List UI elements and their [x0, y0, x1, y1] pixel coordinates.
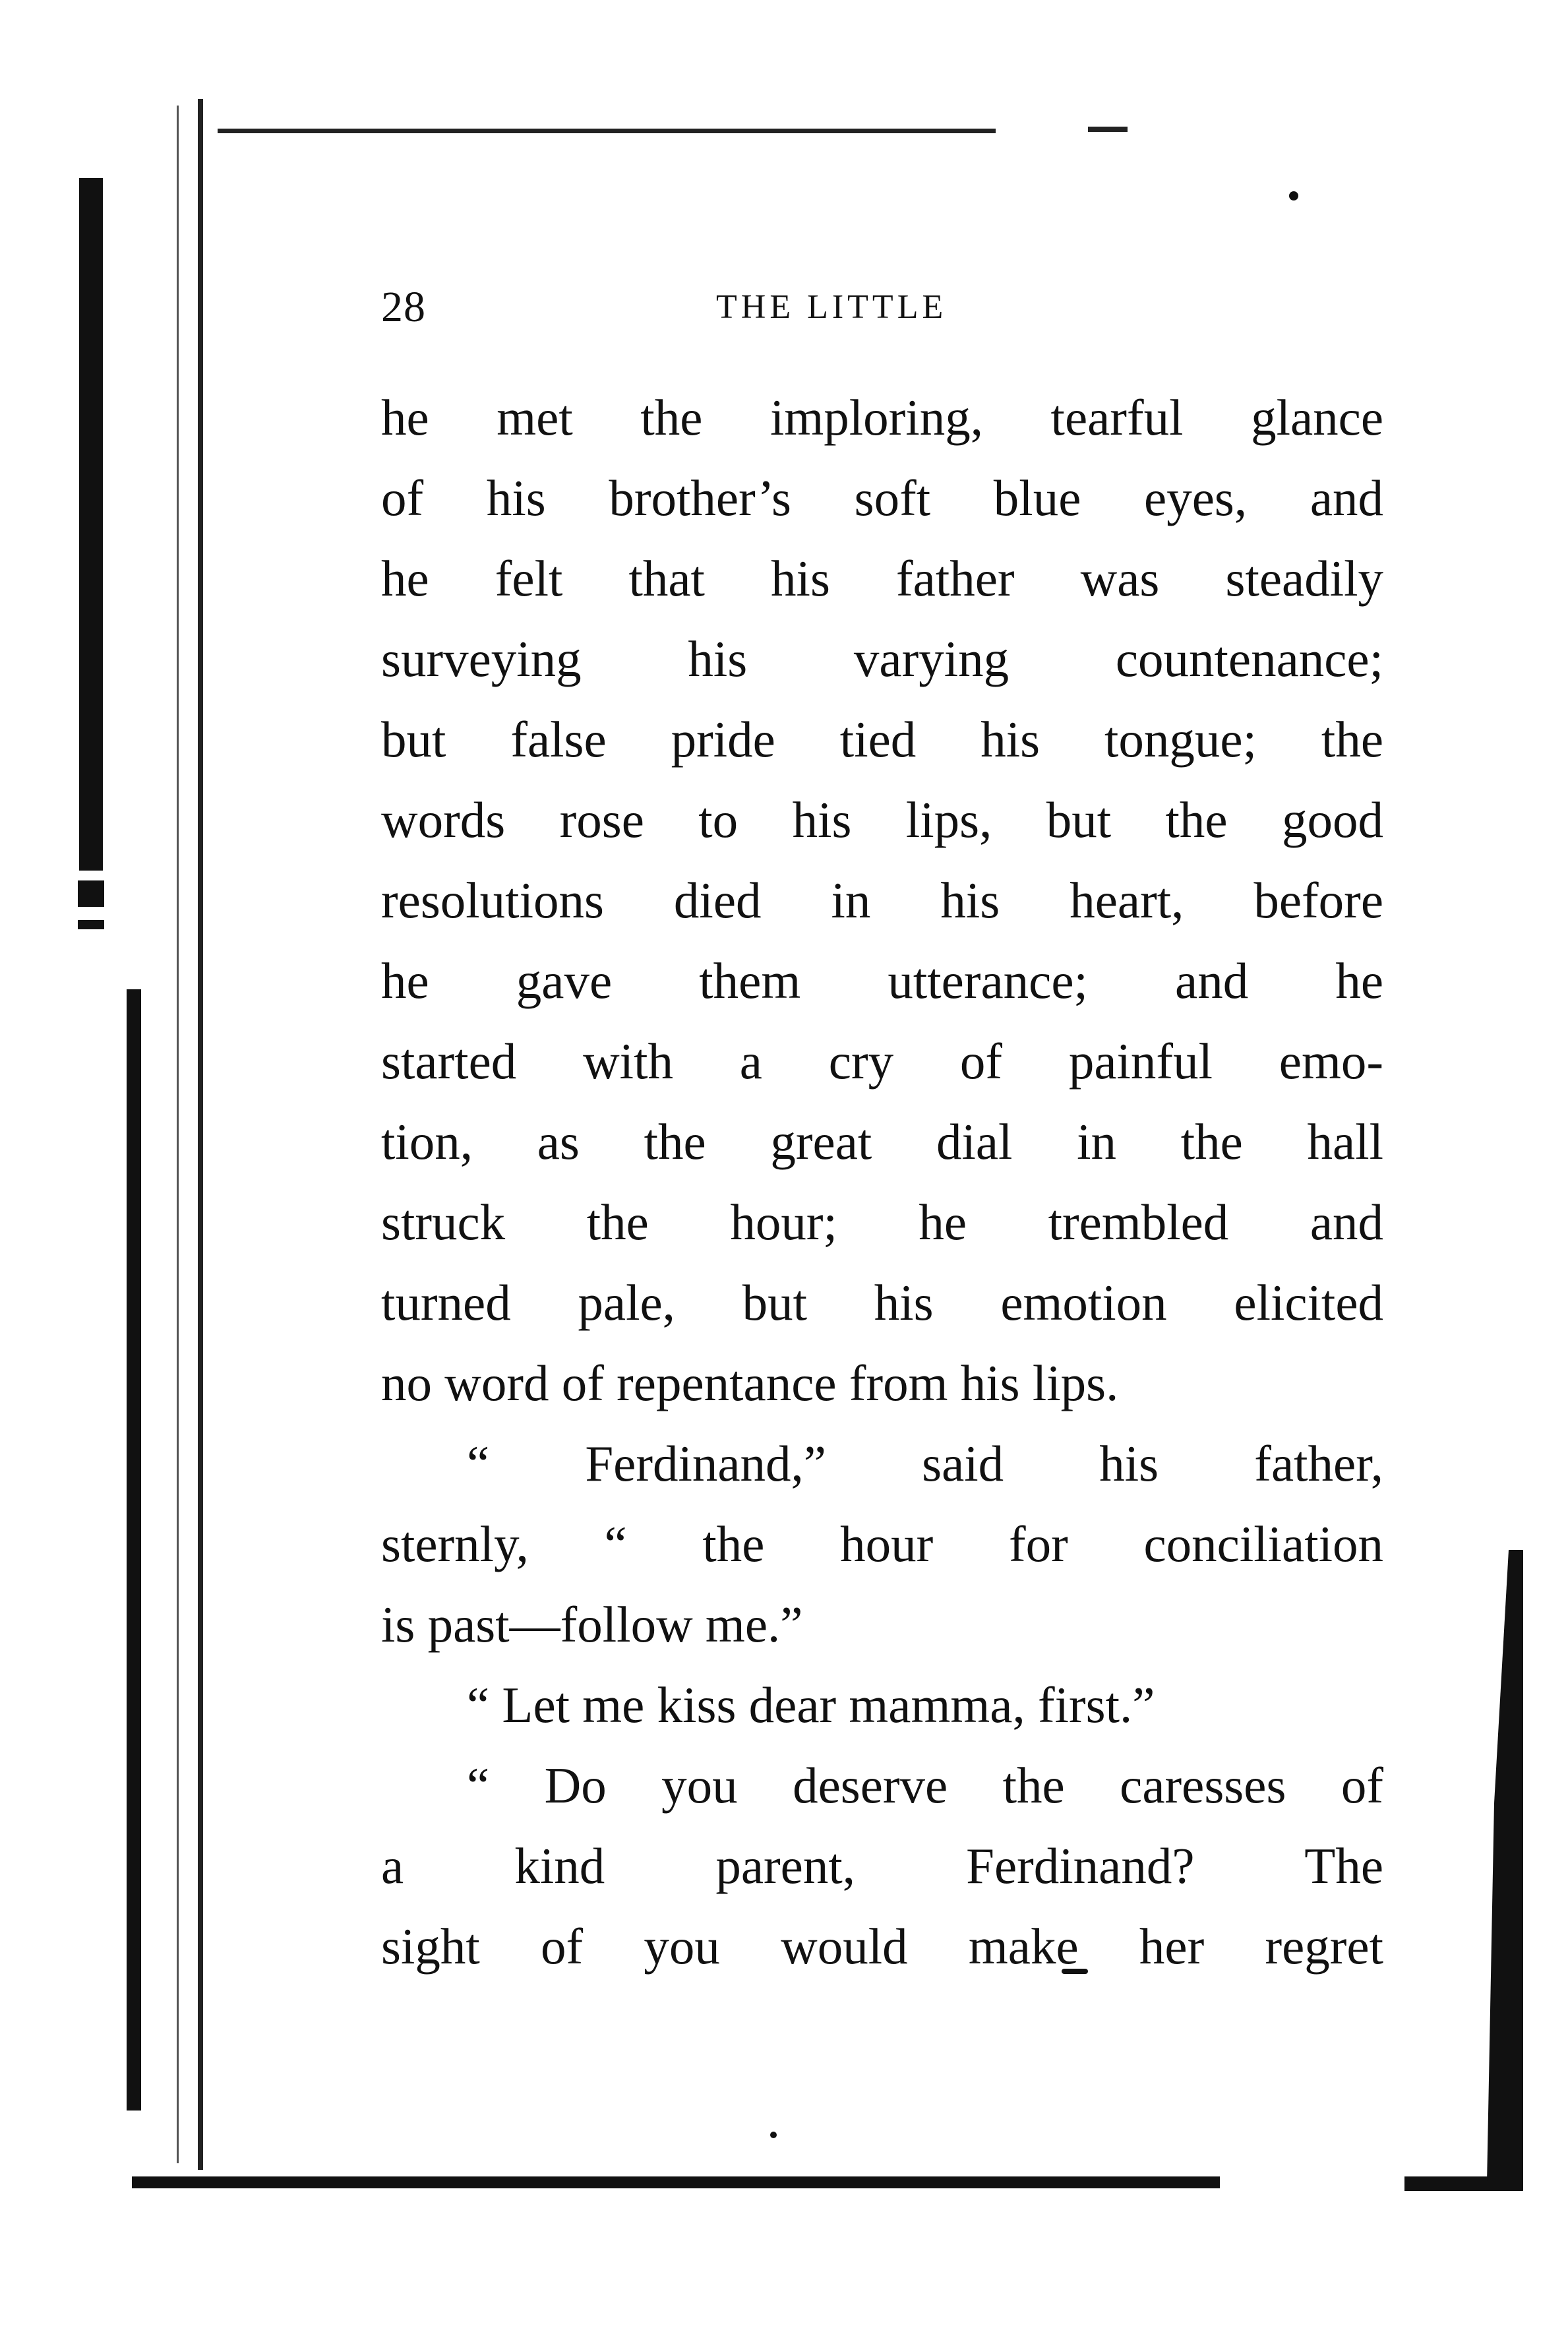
- page-edge-line: [198, 99, 203, 2170]
- text-line: surveying his varying countenance;: [381, 631, 1383, 687]
- scan-border-right: [1487, 1550, 1523, 2183]
- page-edge-bottom: [132, 2176, 1220, 2188]
- scan-border-mark: [78, 880, 104, 907]
- text-line: resolutions died in his heart, before: [381, 872, 1383, 929]
- text-line: words rose to his lips, but the good: [381, 791, 1383, 848]
- text-line: a kind parent, Ferdinand? The: [381, 1837, 1383, 1894]
- scan-border-left: [79, 178, 103, 871]
- page-edge-top: [218, 129, 996, 133]
- scan-border-left-lower: [127, 989, 141, 2111]
- text-line: he met the imploring, tearful glance: [381, 389, 1383, 446]
- text-line: is past—follow me.”: [381, 1596, 803, 1653]
- text-line: sternly, “ the hour for conciliation: [381, 1516, 1383, 1572]
- page-edge-line: [177, 106, 179, 2163]
- text-line: started with a cry of painful emo-: [381, 1033, 1383, 1090]
- text-line: sight of you would make her regret: [381, 1918, 1383, 1975]
- text-line: tion, as the great dial in the hall: [381, 1113, 1383, 1170]
- body-text: [381, 377, 1383, 1987]
- text-line: “ Do you deserve the caresses of: [467, 1757, 1383, 1814]
- running-head: [381, 282, 1370, 335]
- text-line: no word of repentance from his lips.: [381, 1355, 1119, 1411]
- text-line: of his brother’s soft blue eyes, and: [381, 470, 1383, 526]
- page-number: 28: [381, 283, 426, 331]
- text-line: turned pale, but his emotion elicited: [381, 1274, 1383, 1331]
- scan-border-mark: [78, 920, 104, 929]
- scan-speck: [1289, 191, 1298, 200]
- text-line: struck the hour; he trembled and: [381, 1194, 1383, 1250]
- text-line: he felt that his father was steadily: [381, 550, 1383, 607]
- running-title: THE LITTLE: [716, 288, 948, 326]
- text-line: “ Let me kiss dear mamma, first.”: [467, 1677, 1155, 1733]
- scan-speck: [770, 2132, 777, 2138]
- text-line: he gave them utterance; and he: [381, 952, 1383, 1009]
- text-line: “ Ferdinand,” said his father,: [467, 1435, 1383, 1492]
- page-edge-top: [1088, 127, 1128, 132]
- text-line: but false pride tied his tongue; the: [381, 711, 1383, 768]
